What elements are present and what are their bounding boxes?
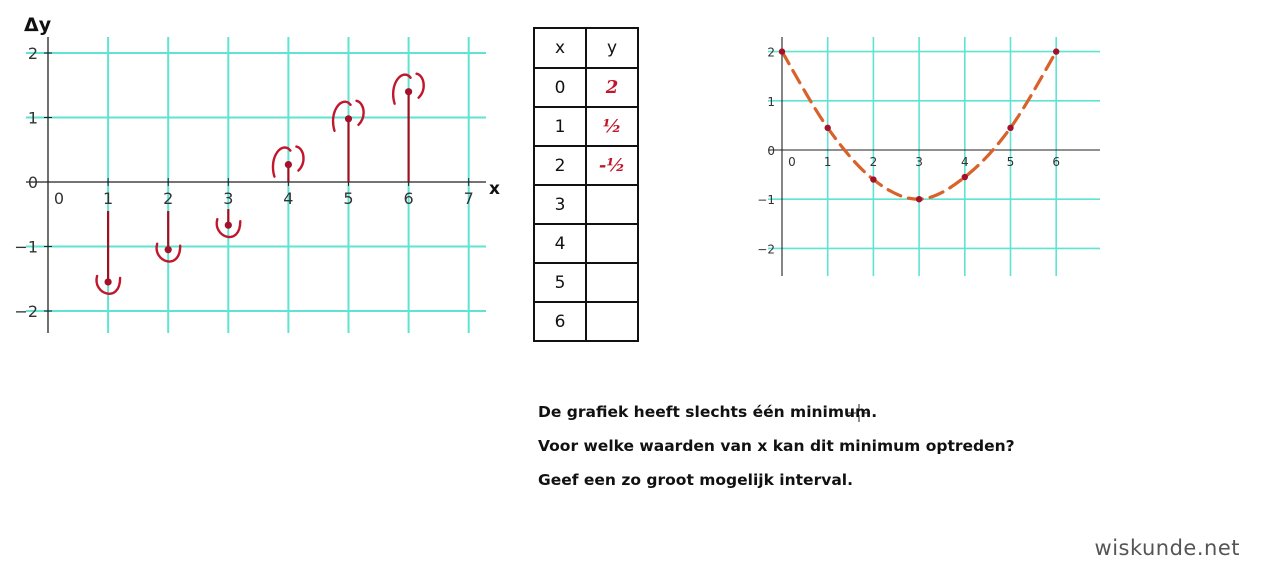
table-cell-y [586,263,638,302]
y-tick-label: −1 [757,193,775,208]
table-cell-y [586,302,638,341]
table-cell-y: ½ [586,107,638,146]
question-line-1: De grafiek heeft slechts één minimum. [538,403,878,421]
x-tick-label: 4 [960,155,969,169]
x-tick-label: 0 [788,155,796,169]
table-cell-x: 4 [534,224,586,263]
table-cell-x: 6 [534,302,586,341]
y-tick-label: −2 [757,242,775,257]
table-cell-x: 0 [534,68,586,107]
stem-point [285,161,292,168]
right-chart-axes [768,37,1100,276]
x-tick-label: 1 [103,189,114,208]
table-cell-y: -½ [586,146,638,185]
x-tick-label: 6 [403,189,414,208]
value-table [533,27,639,342]
table-cell-x: 2 [534,146,586,185]
table-cell-y: 2 [586,68,638,107]
table-row [534,107,638,146]
x-tick-label: 6 [1052,155,1061,169]
y-tick-label: 1 [27,108,38,128]
brand-logo: wiskunde.net [1094,536,1240,560]
left-chart-grid [26,37,486,333]
stem-point [225,222,232,229]
left-chart-axes [26,37,486,333]
table-cell-x: 3 [534,185,586,224]
table-cell-x: 1 [534,107,586,146]
table-row [534,263,638,302]
curve-point [870,176,876,182]
x-tick-label: 3 [915,155,923,169]
x-tick-label: 5 [343,189,354,208]
table-cell-x: x [534,28,586,68]
x-tick-label: 0 [53,189,65,208]
right-chart-ticklabels [757,46,1060,257]
left-chart-xlabel: x [489,179,500,199]
y-tick-label: 2 [767,45,775,60]
x-tick-label: 7 [463,189,474,208]
x-tick-label: 1 [823,155,832,169]
x-tick-label: 2 [163,189,174,208]
x-tick-label: 5 [1006,155,1015,169]
curve-point [825,125,831,131]
stem-point [105,278,112,285]
x-tick-label: 4 [283,189,294,208]
x-tick-label: 2 [869,155,878,169]
table-header-row [534,28,638,68]
question-line-2: Voor welke waarden van x kan dit minimum optreden? [538,437,1015,455]
curve-point [779,48,785,54]
x-tick-label: 3 [223,189,234,208]
table-cell-y [586,185,638,224]
table-row [534,224,638,263]
curve-point [916,196,922,202]
y-tick-label: 0 [27,173,38,192]
table-row [534,185,638,224]
table-cell-x: 5 [534,263,586,302]
stem-point [165,246,172,253]
table-cell-y: y [586,28,638,68]
stem-point [345,115,352,122]
y-tick-label: −2 [14,302,38,321]
curve-point [962,174,968,180]
curve-point [1053,48,1059,54]
table-row [534,68,638,107]
curve-point [1007,125,1013,131]
table-row [534,146,638,185]
y-tick-label: −1 [14,237,38,257]
question-line-3: Geef een zo groot mogelijk interval. [538,471,853,489]
y-tick-label: 0 [767,144,775,158]
stem-point [405,88,412,95]
y-tick-label: 1 [767,94,775,109]
y-tick-label: 2 [27,44,38,63]
left-chart-annotations [97,74,424,294]
left-chart-ylabel: Δy [24,14,52,36]
right-chart-grid [768,37,1100,276]
table-row [534,302,638,341]
table-cell-y [586,224,638,263]
